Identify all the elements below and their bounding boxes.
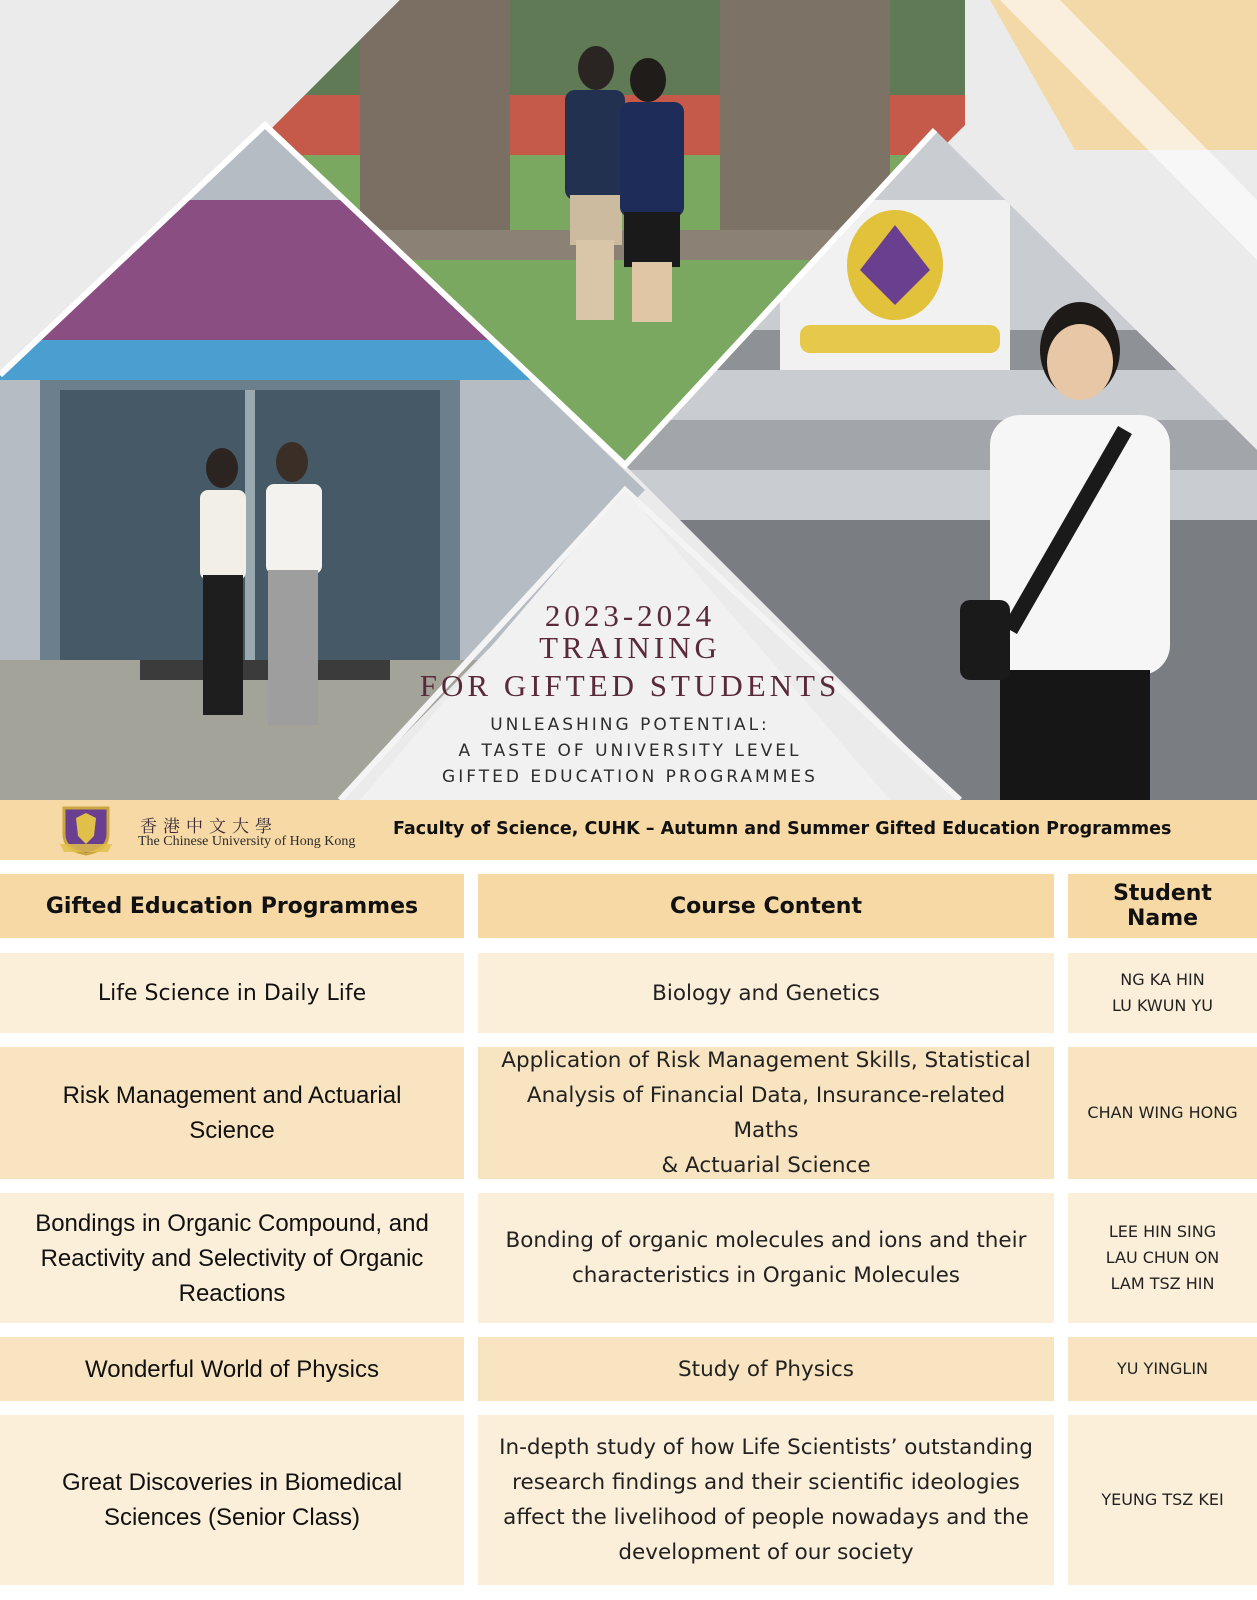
content-line: Analysis of Financial Data, Insurance-related Maths <box>526 1083 1006 1143</box>
course-content <box>506 1223 1027 1293</box>
student-names <box>1101 1487 1223 1513</box>
student-name: YU YINGLIN <box>1116 1359 1209 1378</box>
programme-line: Sciences (Senior Class) <box>103 1504 361 1531</box>
content-line: characteristics in Organic Molecules <box>571 1263 961 1288</box>
cuhk-logo <box>58 804 388 856</box>
tagline <box>400 712 860 790</box>
programme-name: Wonderful World of Physics <box>85 1355 379 1383</box>
tagline-line-1: UNLEASHING POTENTIAL: <box>490 715 770 735</box>
table-row-2-programme <box>0 1047 464 1179</box>
programme-line: Science <box>189 1117 275 1144</box>
course-content: Study of Physics <box>678 1356 854 1382</box>
student-names <box>1106 1219 1220 1297</box>
content-line: Bonding of organic molecules and ions and their <box>505 1228 1027 1253</box>
student-names <box>1117 1356 1208 1382</box>
content-line: development of our society <box>618 1540 914 1565</box>
programme-line: Risk Management and Actuarial <box>62 1082 402 1109</box>
programme-line: Reactions <box>178 1279 286 1307</box>
student-names <box>1112 967 1213 1019</box>
programme-name: Life Science in Daily Life <box>97 980 367 1006</box>
table-row-5-students <box>1068 1415 1257 1585</box>
header-course-content: Course Content <box>478 874 1054 938</box>
content-line: research findings and their scientific ideologies <box>512 1470 1020 1495</box>
table-row-4-programme <box>0 1337 464 1401</box>
table-row-1-content <box>478 953 1054 1033</box>
programme-name <box>35 1206 429 1311</box>
student-name: CHAN WING HONG <box>1087 1103 1238 1122</box>
header-student-name: Student Name <box>1068 874 1257 938</box>
table-row-2-content <box>478 1047 1054 1179</box>
programme-line: Reactivity and Selectivity of Organic <box>40 1244 424 1272</box>
header-programmes: Gifted Education Programmes <box>0 874 464 938</box>
table-row-1-students <box>1068 953 1257 1033</box>
banner-title: Faculty of Science, CUHK – Autumn and Summer Gifted Education Programmes <box>393 819 1172 839</box>
student-name: LEE HIN SING <box>1108 1222 1217 1241</box>
table-row-1-programme <box>0 953 464 1033</box>
table-row-5-programme <box>0 1415 464 1585</box>
content-line: & Actuarial Science <box>661 1153 871 1178</box>
course-content <box>499 1430 1033 1570</box>
content-line: In-depth study of how Life Scientists’ outstanding <box>499 1435 1033 1460</box>
table-row-2-students <box>1068 1047 1257 1179</box>
student-name: LAM TSZ HIN <box>1110 1274 1215 1293</box>
title-main: TRAINING <box>539 630 721 665</box>
faculty-banner <box>0 800 1257 860</box>
content-line: affect the livelihood of people nowadays and the <box>503 1505 1029 1530</box>
table-row-3-programme <box>0 1193 464 1323</box>
table-row-3-students <box>1068 1193 1257 1323</box>
student-name: LU KWUN YU <box>1112 996 1213 1015</box>
table-row-4-students <box>1068 1337 1257 1401</box>
student-name: NG KA HIN <box>1120 970 1205 989</box>
programme-name <box>62 1465 402 1535</box>
cuhk-crest-icon <box>58 804 114 856</box>
programme-line: Bondings in Organic Compound, and <box>35 1209 429 1237</box>
title-year: 2023-2024 <box>544 598 716 633</box>
table-row-3-content <box>478 1193 1054 1323</box>
course-content: Biology and Genetics <box>652 980 880 1006</box>
logo-chinese-name: 香港中文大學 <box>140 817 278 837</box>
title-block <box>400 600 860 790</box>
tagline-line-3: GIFTED EDUCATION PROGRAMMES <box>442 767 818 787</box>
logo-english-name: The Chinese University of Hong Kong <box>138 834 356 849</box>
student-names <box>1087 1100 1237 1126</box>
programme-table <box>0 860 1257 1600</box>
programme-name <box>63 1078 402 1148</box>
student-name: YEUNG TSZ KEI <box>1101 1490 1224 1509</box>
course-content <box>492 1043 1040 1183</box>
student-name: LAU CHUN ON <box>1105 1248 1220 1267</box>
content-line: Application of Risk Management Skills, Statistical <box>501 1048 1031 1073</box>
title-subtitle: FOR GIFTED STUDENTS <box>419 668 841 703</box>
table-row-4-content <box>478 1337 1054 1401</box>
tagline-line-2: A TASTE OF UNIVERSITY LEVEL <box>458 741 802 761</box>
programme-line: Great Discoveries in Biomedical <box>61 1469 403 1496</box>
table-row-5-content <box>478 1415 1054 1585</box>
